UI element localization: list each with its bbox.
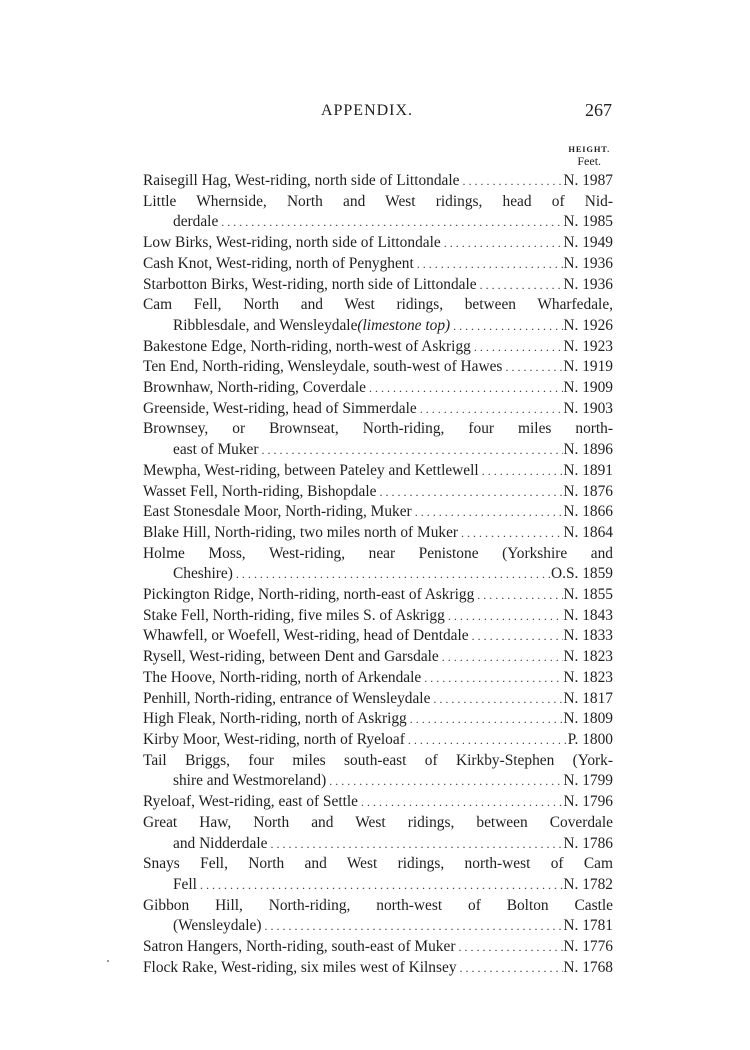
list-item: [143, 792, 613, 813]
dot-leader: [267, 834, 563, 855]
dot-leader: [479, 461, 564, 482]
entry-text: Holme Moss, West-riding, near Penistone (Yorkshire and: [143, 544, 613, 562]
dot-leader: [326, 771, 563, 792]
entry-text: Gibbon Hill, North-riding, north-west of Bolton Castle: [143, 896, 613, 914]
entry-text: Wasset Fell, North-riding, Bishopdale: [143, 482, 377, 500]
entry-text: Pickington Ridge, North-riding, north-east of Askrigg: [143, 586, 475, 604]
list-item: [143, 730, 613, 751]
dot-leader: [450, 316, 563, 337]
height-value: N. 1843: [563, 606, 613, 624]
entry-text: shire and Westmoreland): [173, 772, 327, 790]
list-item: [143, 523, 613, 544]
entry-text: Tail Briggs, four miles south-east of Kirkby-Stephen (York-: [143, 751, 613, 769]
entry-text: east of Muker: [173, 441, 259, 459]
entry-text: Fell: [173, 875, 197, 893]
entry-text: High Fleak, North-riding, north of Askrigg: [143, 710, 407, 728]
dot-leader: [262, 916, 564, 937]
height-value: N. 1926: [563, 316, 613, 334]
entry-text: Raisegill Hag, West-riding, north side of Littondale: [143, 172, 460, 189]
entry-text: Bakestone Edge, North-riding, north-west of Askrigg: [143, 337, 471, 355]
dot-leader: [412, 502, 564, 523]
list-item: [143, 689, 613, 710]
dot-leader: [474, 585, 563, 606]
entry-text: East Stonesdale Moor, North-riding, Muker: [143, 503, 412, 521]
entry-text: Stake Fell, North-riding, five miles S. of Askrigg: [143, 606, 445, 624]
list-item: [143, 357, 613, 378]
list-item: [143, 502, 613, 523]
height-value: N. 1903: [563, 399, 613, 417]
dot-leader: [218, 212, 563, 233]
entry-text: Brownsey, or Brownseat, North-riding, four miles north-: [143, 420, 613, 438]
list-item: [143, 813, 613, 854]
entry-text: Cheshire): [173, 565, 233, 583]
list-item: [143, 275, 613, 296]
entry-text: (Wensleydale): [173, 917, 262, 935]
dot-leader: [405, 730, 568, 751]
dot-leader: [457, 958, 564, 979]
height-value: P. 1800: [567, 730, 613, 748]
entry-text: Cam Fell, North and West ridings, between Wharfedale,: [143, 296, 613, 314]
height-value: N. 1823: [563, 648, 613, 666]
dot-leader: [407, 709, 564, 730]
list-item: [143, 192, 613, 233]
paper-speck: [107, 960, 109, 962]
height-value: N. 1768: [563, 958, 613, 976]
dot-leader: [233, 564, 551, 585]
height-value: N. 1909: [563, 379, 613, 397]
height-value: N. 1817: [563, 689, 613, 707]
entry-text: derdale: [173, 213, 219, 231]
height-value: N. 1776: [563, 938, 613, 956]
entry-text: Blake Hill, North-riding, two miles north of Muker: [143, 523, 459, 541]
height-value: N. 1823: [563, 668, 613, 686]
height-value: N. 1855: [563, 586, 613, 604]
dot-leader: [376, 482, 563, 503]
dot-leader: [439, 647, 564, 668]
list-item: [143, 709, 613, 730]
dot-leader: [477, 275, 564, 296]
page-title: APPENDIX.: [320, 102, 414, 119]
height-value: N. 1936: [563, 275, 613, 293]
entry-text: Little Whernside, North and West ridings, head of Nid-: [143, 192, 613, 210]
dot-leader: [469, 626, 564, 647]
running-head: [0, 100, 750, 130]
entry-text: and Nidderdale: [173, 834, 268, 852]
height-value: N. 1985: [563, 213, 613, 231]
list-item: [143, 544, 613, 585]
page-number: 267: [585, 100, 612, 120]
dot-leader: [471, 337, 564, 358]
height-value: N. 1949: [563, 234, 613, 252]
dot-leader: [502, 357, 563, 378]
entry-text: Starbotton Birks, West-riding, north side of Littondale: [143, 275, 477, 293]
entry-text: Penhill, North-riding, entrance of Wensleydale: [143, 689, 431, 707]
height-value: N. 1799: [563, 772, 613, 790]
list-item: [143, 626, 613, 647]
entry-text: Flock Rake, West-riding, six miles west of Kilnsey: [143, 958, 457, 976]
dot-leader: [417, 399, 564, 420]
height-value: N. 1796: [563, 793, 613, 811]
entry-text: Snays Fell, North and West ridings, north-west of Cam: [143, 855, 613, 873]
list-item: [143, 461, 613, 482]
list-item: [143, 482, 613, 503]
list-item: [143, 233, 613, 254]
entry-text: Ribblesdale, and Wensleydale: [173, 316, 358, 334]
dot-leader: [421, 668, 563, 689]
list-item: [143, 171, 613, 192]
entry-text: Low Birks, West-riding, north side of Littondale: [143, 234, 441, 252]
dot-leader: [358, 792, 563, 813]
height-value: N. 1923: [563, 337, 613, 355]
entry-text: The Hoove, North-riding, north of Arkendale: [143, 668, 422, 686]
entry-note: (limestone top): [357, 316, 451, 334]
dot-leader: [414, 254, 564, 275]
height-value: N. 1781: [563, 917, 613, 935]
list-item: [143, 337, 613, 358]
entry-text: Brownhaw, North-riding, Coverdale: [143, 379, 366, 397]
height-value: N. 1864: [563, 523, 613, 541]
height-value: N. 1876: [563, 482, 613, 500]
list-item: [143, 958, 613, 979]
height-value: N. 1919: [563, 358, 613, 376]
entry-text: Mewpha, West-riding, between Pateley and Kettlewell: [143, 461, 479, 479]
list-item: [143, 854, 613, 895]
list-item: [143, 378, 613, 399]
dot-leader: [460, 171, 564, 192]
height-value: N. 1866: [563, 503, 613, 521]
list-item: [143, 254, 613, 275]
entry-text: Great Haw, North and West ridings, between Coverdale: [143, 813, 613, 831]
height-value: N. 1936: [563, 254, 613, 272]
list-item: [143, 647, 613, 668]
dot-leader: [197, 875, 563, 896]
list-item: [143, 399, 613, 420]
list-item: [143, 668, 613, 689]
entry-text: Satron Hangers, North-riding, south-east of Muker: [143, 938, 456, 956]
dot-leader: [366, 378, 563, 399]
list-item: [143, 937, 613, 958]
dot-leader: [455, 937, 563, 958]
entry-text: Kirby Moor, West-riding, north of Ryeloaf: [143, 730, 405, 748]
column-header: [568, 143, 610, 167]
list-item: [143, 585, 613, 606]
list-item: [143, 751, 613, 792]
list-item: [143, 295, 613, 336]
height-value: N. 1809: [563, 710, 613, 728]
dot-leader: [430, 689, 563, 710]
entry-text: Whawfell, or Woefell, West-riding, head of Dentdale: [143, 627, 469, 645]
entry-text: Greenside, West-riding, head of Simmerdale: [143, 399, 417, 417]
list-item: [143, 419, 613, 460]
dot-leader: [441, 233, 564, 254]
list-item: [143, 606, 613, 627]
list-item: [143, 896, 613, 937]
entry-text: Ryeloaf, West-riding, east of Settle: [143, 793, 358, 811]
heights-list: [143, 171, 613, 978]
height-value: N. 1896: [563, 441, 613, 459]
column-header-height: HEIGHT.: [568, 144, 610, 154]
entry-text: Ten End, North-riding, Wensleydale, south-west of Hawes: [143, 358, 503, 376]
column-header-unit: Feet.: [577, 154, 602, 168]
height-value: N. 1833: [563, 627, 613, 645]
dot-leader: [258, 440, 563, 461]
dot-leader: [445, 606, 564, 627]
height-value: N. 1786: [563, 834, 613, 852]
height-value: N. 1782: [563, 875, 613, 893]
entry-text: Rysell, West-riding, between Dent and Garsdale: [143, 648, 439, 666]
height-value: O.S. 1859: [551, 565, 613, 583]
height-value: N. 1987: [563, 172, 613, 189]
height-value: N. 1891: [563, 461, 613, 479]
entry-text: Cash Knot, West-riding, north of Penyghent: [143, 254, 414, 272]
dot-leader: [458, 523, 563, 544]
